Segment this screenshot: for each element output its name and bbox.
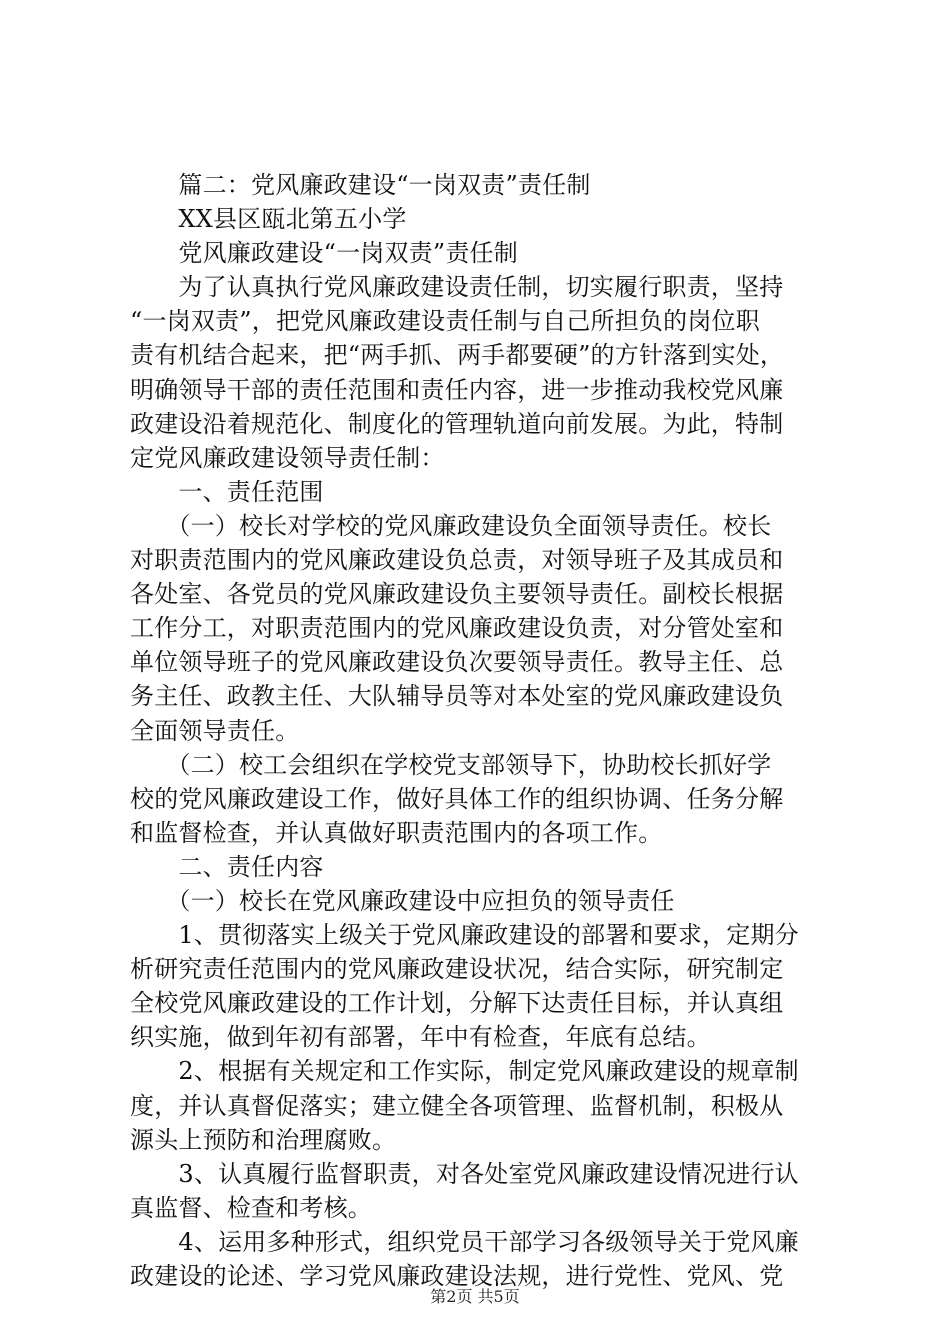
text-line: “一岗双责”，把党风廉政建设责任制与自己所担负的岗位职 [130, 307, 760, 336]
text-line: 1、贯彻落实上级关于党风廉政建设的部署和要求，定期分 [130, 921, 799, 950]
text-line: 定党风廉政建设领导责任制： [130, 443, 445, 472]
text-line: 责有机结合起来，把“两手抓、两手都要硬”的方针落到实处， [130, 341, 785, 370]
text-line: XX县区瓯北第五小学 [130, 205, 407, 234]
text-line: 单位领导班子的党风廉政建设负次要领导责任。教导主任、总 [130, 648, 784, 677]
text-line: 3、认真履行监督职责，对各处室党风廉政建设情况进行认 [130, 1159, 799, 1188]
document-body [130, 168, 830, 1293]
text-line: 政建设沿着规范化、制度化的管理轨道向前发展。为此，特制 [130, 409, 784, 438]
text-line: 工作分工，对职责范围内的党风廉政建设负责，对分管处室和 [130, 614, 784, 643]
text-line: 对职责范围内的党风廉政建设负总责，对领导班子及其成员和 [130, 546, 784, 575]
text-line: 校的党风廉政建设工作，做好具体工作的组织协调、任务分解 [130, 784, 784, 813]
text-line: 源头上预防和治理腐败。 [130, 1125, 397, 1154]
text-line: 党风廉政建设“一岗双责”责任制 [130, 239, 518, 268]
text-line: 织实施，做到年初有部署，年中有检查，年底有总结。 [130, 1023, 711, 1052]
text-line: 务主任、政教主任、大队辅导员等对本处室的党风廉政建设负 [130, 682, 784, 711]
text-line: （一）校长对学校的党风廉政建设负全面领导责任。校长 [130, 511, 772, 540]
text-line: 真监督、检查和考核。 [130, 1193, 372, 1222]
text-line: 篇二：党风廉政建设“一岗双责”责任制 [130, 171, 591, 199]
text-line: 为了认真执行党风廉政建设责任制，切实履行职责，坚持 [130, 273, 784, 302]
text-line: 政建设的论述、学习党风廉政建设法规，进行党性、党风、党 [130, 1262, 784, 1290]
text-line: （一）校长在党风廉政建设中应担负的领导责任 [130, 886, 675, 915]
text-line: 全面领导责任。 [130, 716, 300, 745]
text-line: 一、责任范围 [130, 477, 324, 506]
text-line: 4、运用多种形式，组织党员干部学习各级领导关于党风廉 [130, 1227, 799, 1256]
text-line: 各处室、各党员的党风廉政建设负主要领导责任。副校长根据 [130, 580, 784, 609]
text-line: 度，并认真督促落实；建立健全各项管理、监督机制，积极从 [130, 1091, 784, 1120]
text-line: 析研究责任范围内的党风廉政建设状况，结合实际，研究制定 [130, 955, 784, 984]
text-line: 和监督检查，并认真做好职责范围内的各项工作。 [130, 818, 663, 847]
text-line: 二、责任内容 [130, 852, 324, 881]
text-line: 2、根据有关规定和工作实际，制定党风廉政建设的规章制 [130, 1057, 799, 1086]
text-line: （二）校工会组织在学校党支部领导下，协助校长抓好学 [130, 750, 772, 779]
page-number-footer: 第2页 共5页 [430, 1287, 520, 1306]
text-line: 全校党风廉政建设的工作计划，分解下达责任目标，并认真组 [130, 989, 784, 1018]
text-line: 明确领导干部的责任范围和责任内容，进一步推动我校党风廉 [130, 375, 784, 404]
